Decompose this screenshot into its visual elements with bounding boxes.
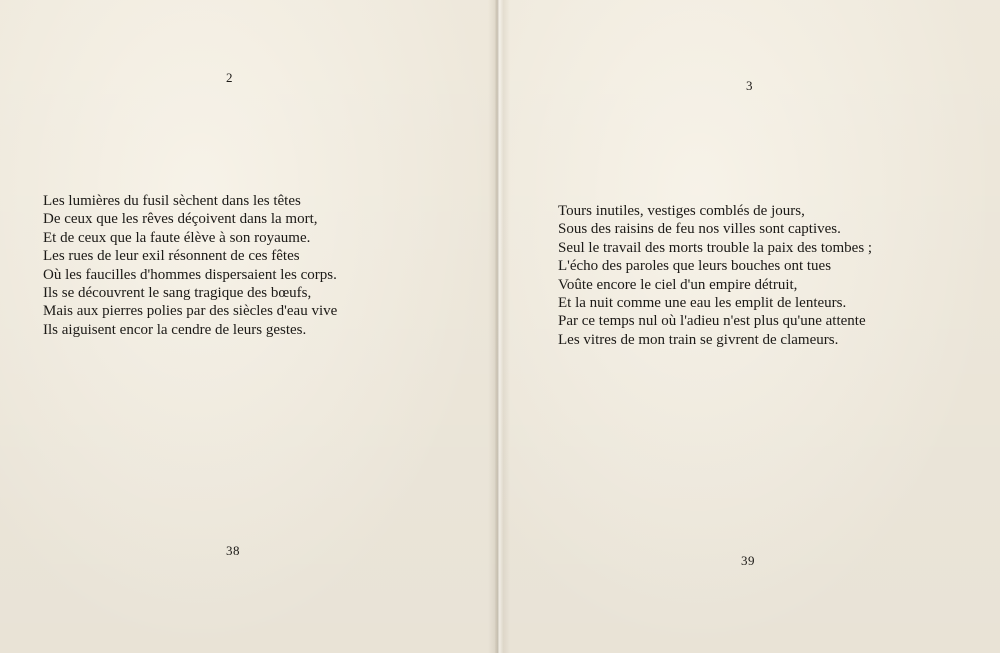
poem-line: Les lumières du fusil sèchent dans les têtes bbox=[43, 193, 301, 209]
page-number-top: 2 bbox=[226, 70, 233, 85]
poem-stanza bbox=[43, 192, 337, 339]
folio-number: 38 bbox=[226, 543, 240, 558]
poem-line: Où les faucilles d'hommes dispersaient les corps. bbox=[43, 266, 337, 283]
poem-line: De ceux que les rêves déçoivent dans la mort, bbox=[43, 211, 318, 228]
right-page bbox=[497, 0, 1000, 653]
poem-line: Les vitres de mon train se givrent de clameurs. bbox=[558, 331, 839, 348]
poem-line: Et la nuit comme une eau les emplit de lenteurs. bbox=[558, 295, 847, 312]
poem-line: Tours inutiles, vestiges comblés de jours, bbox=[558, 203, 805, 219]
book-gutter bbox=[488, 0, 510, 653]
poem-line: Et de ceux que la faute élève à son royaume. bbox=[43, 229, 311, 246]
folio-number: 39 bbox=[741, 553, 755, 568]
poem-line: Ils aiguisent encor la cendre de leurs gestes. bbox=[43, 321, 307, 338]
poem-line: Les rues de leur exil résonnent de ces fêtes bbox=[43, 248, 300, 265]
poem-line: Par ce temps nul où l'adieu n'est plus qu'une attente bbox=[558, 313, 866, 330]
page-number-top: 3 bbox=[746, 78, 753, 93]
poem-line: Seul le travail des morts trouble la paix des tombes ; bbox=[558, 239, 873, 256]
left-page bbox=[0, 0, 496, 653]
poem-line: Sous des raisins de feu nos villes sont captives. bbox=[558, 221, 841, 238]
poem-line: Voûte encore le ciel d'un empire détruit, bbox=[558, 276, 798, 293]
poem-line: Ils se découvrent le sang tragique des bœufs, bbox=[43, 285, 312, 302]
poem-line: L'écho des paroles que leurs bouches ont tues bbox=[558, 258, 832, 275]
poem-line: Mais aux pierres polies par des siècles d'eau vive bbox=[43, 303, 338, 320]
poem-stanza bbox=[558, 202, 872, 349]
